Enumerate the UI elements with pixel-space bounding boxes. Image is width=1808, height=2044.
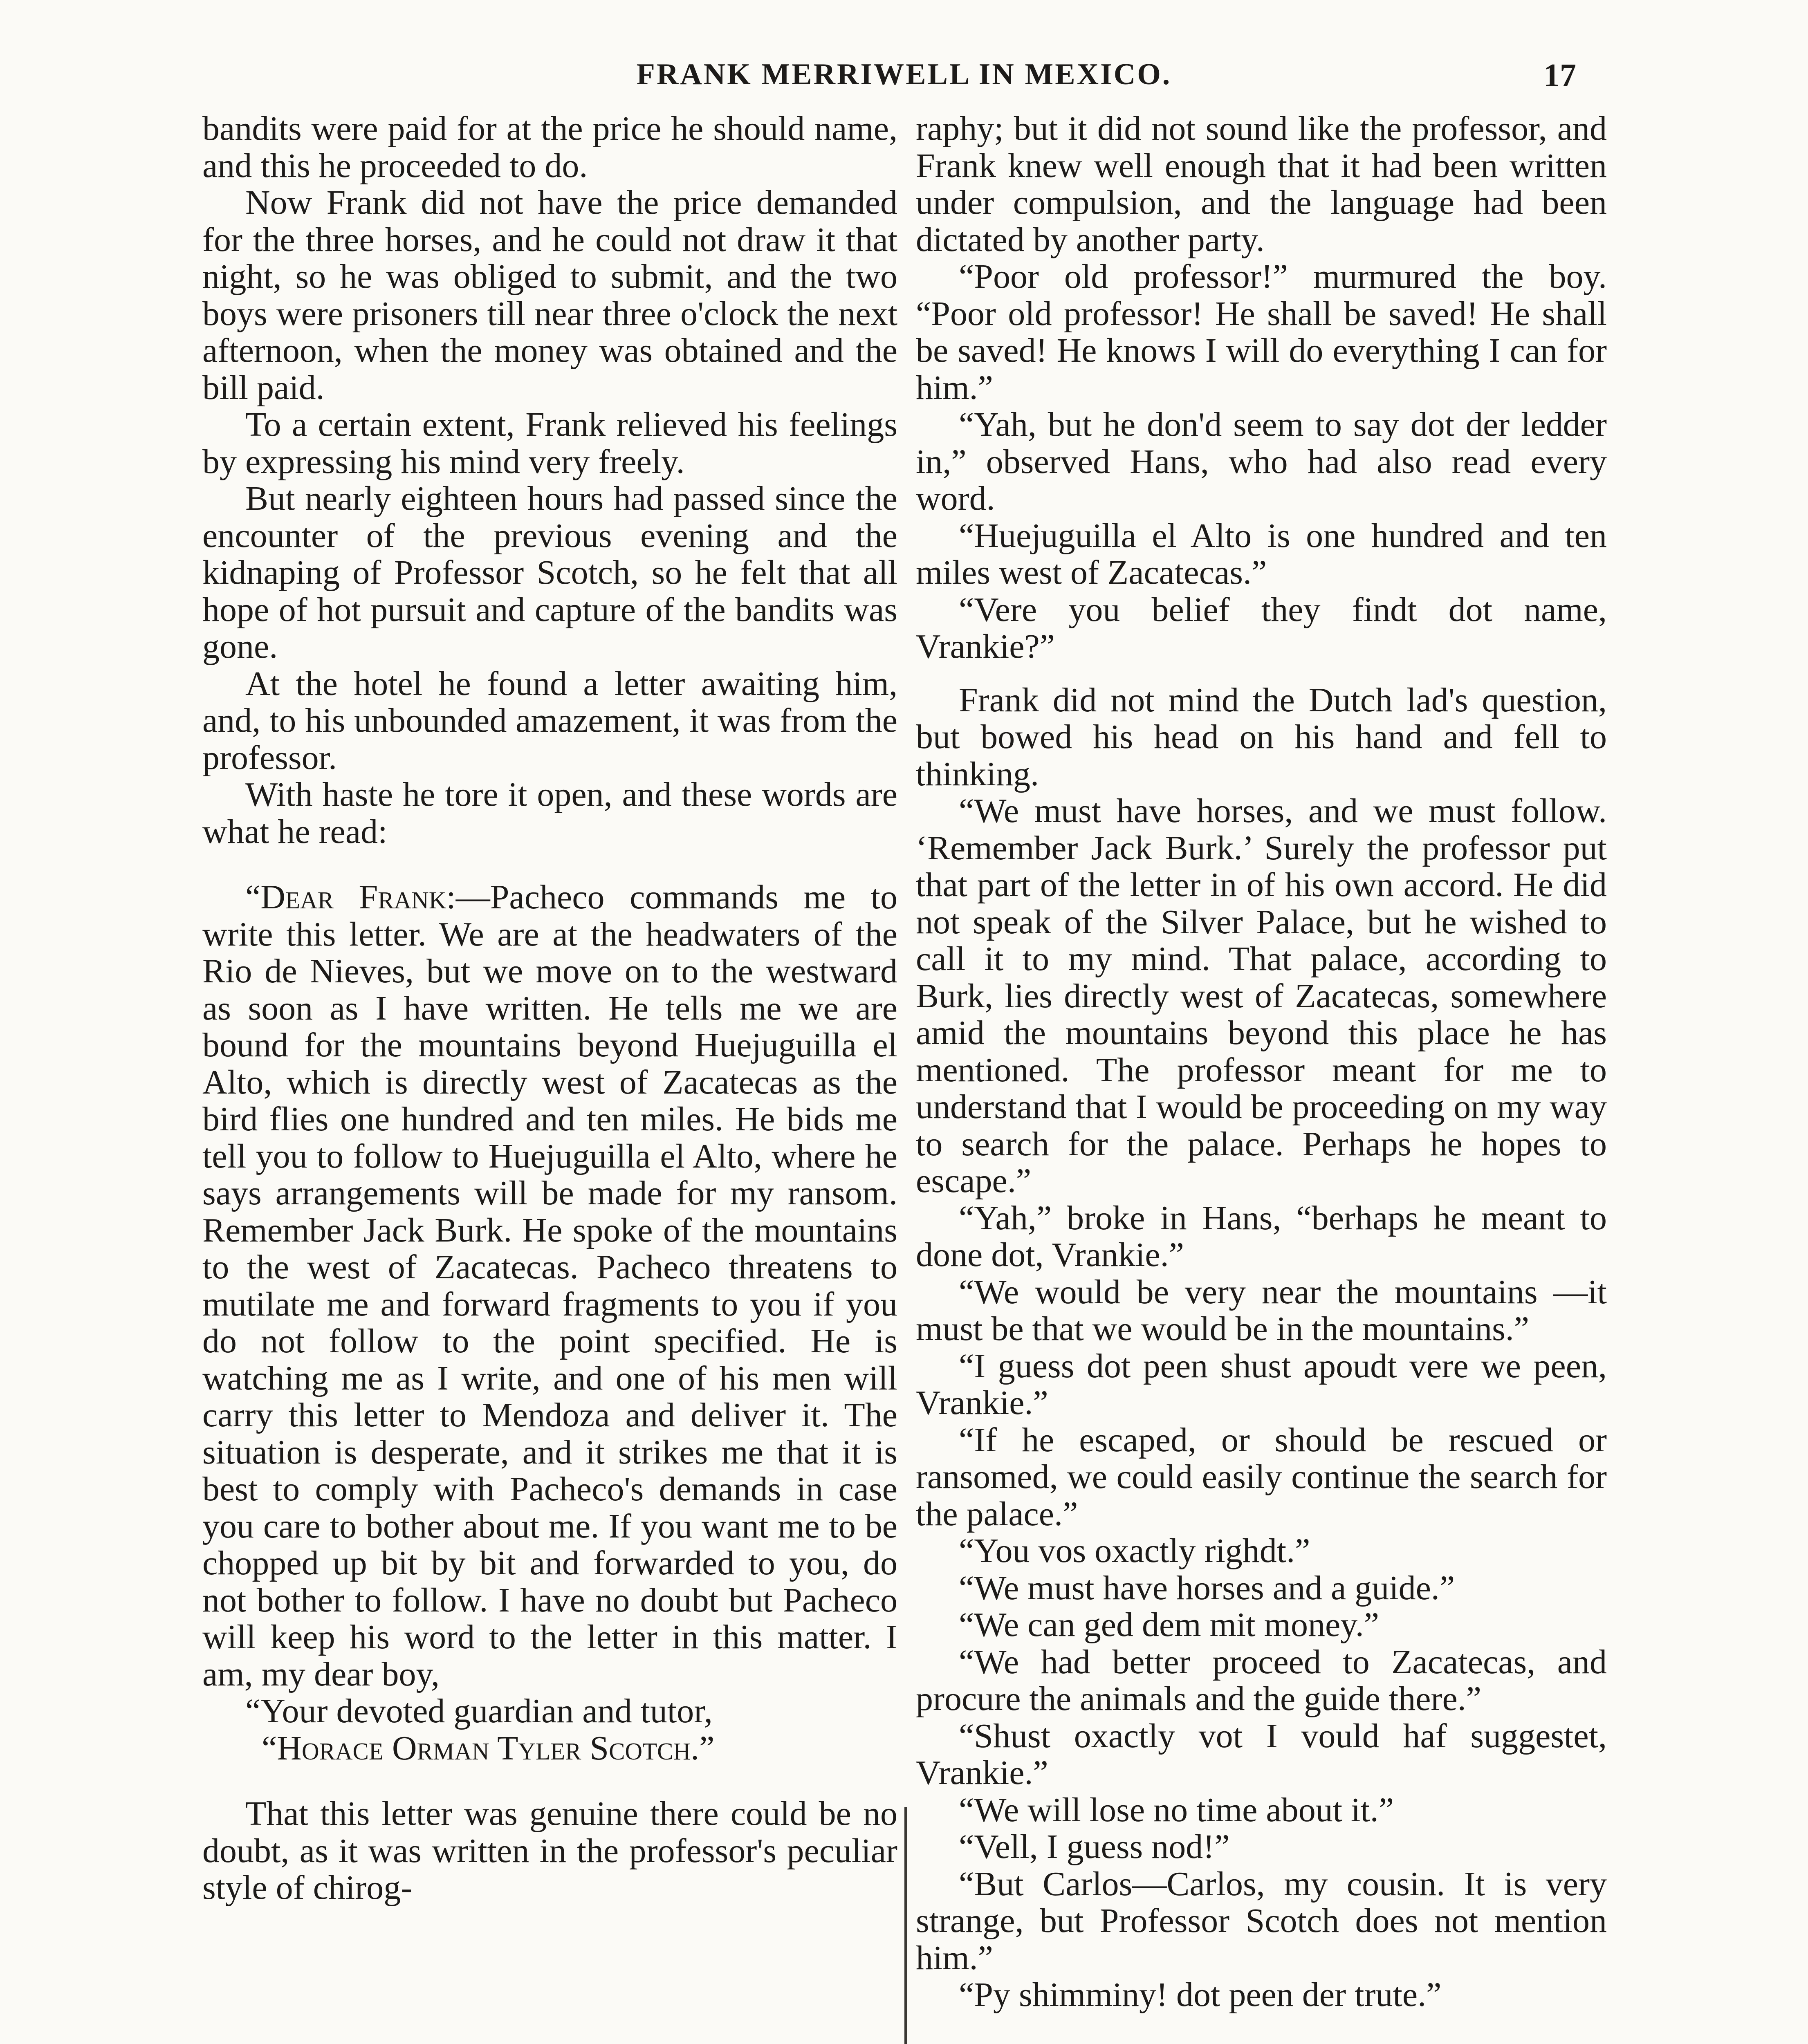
paragraph: “Poor old professor!” murmured the boy. “Poor old professor! He shall be saved! He shall be saved! He knows I will do everything I can for him.” [916,258,1607,407]
paragraph: bandits were paid for at the price he should name, and this he proceeded to do. [202,110,897,185]
paragraph: “We would be very near the mountains —it must be that we would be in the mountains.” [916,1273,1607,1348]
left-column [202,110,897,1907]
paragraph: “Yah,” broke in Hans, “berhaps he meant to done dot, Vrankie.” [916,1199,1607,1274]
paragraph: raphy; but it did not sound like the professor, and Frank knew well enough that it had been written under compulsion, and the language had been dictated by another party. [916,110,1607,259]
paragraph: With haste he tore it open, and these words are what he read: [202,775,897,851]
paragraph: “I guess dot peen shust apoudt vere we peen, Vrankie.” [916,1347,1607,1422]
paragraph: “We will lose no time about it.” [959,1791,1394,1829]
letter-salutation: “Dear Frank [245,878,446,916]
right-column [916,110,1607,2014]
paragraph: “We had better proceed to Zacatecas, and procure the animals and the guide there.” [916,1643,1607,1718]
paragraph: “But Carlos—Carlos, my cousin. It is very strange, but Professor Scotch does not mention him.” [916,1865,1607,1977]
paragraph: That this letter was genuine there could be no doubt, as it was written in the professor's peculiar style of chirog- [202,1795,897,1907]
paragraph: To a certain extent, Frank relieved his feelings by expressing his mind very freely. [202,406,897,481]
paragraph: “You vos oxactly righdt.” [959,1532,1310,1570]
paragraph: “We must have horses, and we must follow. ‘Remember Jack Burk.’ Surely the professor put that part of the letter in of his own accord. He did not speak of the Silver Palace, but he wished to call it to my mind. That palace, according to Burk, lies directly west of Zacatecas, somewhere amid the mountains beyond this place he has mentioned. The professor meant for me to understand that I would be proceeding on my way to search for the palace. Perhaps he hopes to escape.” [916,792,1607,1200]
paragraph: “Py shimminy! dot peen der trute.” [959,1976,1442,2014]
paragraph: But nearly eighteen hours had passed since the encounter of the previous evening and the kidnaping of Professor Scotch, so he felt that all hope of hot pursuit and capture of the bandits was gone. [202,480,897,666]
paragraph: “If he escaped, or should be rescued or ransomed, we could easily continue the search for the palace.” [916,1421,1607,1533]
letter-body [202,879,897,1693]
page-number: 17 [1543,58,1576,94]
paragraph: “We can ged dem mit money.” [959,1606,1380,1644]
paragraph: “We must have horses and a guide.” [959,1569,1455,1607]
paragraph: “Shust oxactly vot I vould haf suggestet, Vrankie.” [916,1717,1607,1792]
paragraph: Now Frank did not have the price demanded for the three horses, and he could not draw it that night, so he was obliged to submit, and the two boys were prisoners till near three o'clock the next afternoon, when the money was obtained and the bill paid. [202,184,897,407]
column-rule [904,1807,907,2044]
paragraph: “Huejuguilla el Alto is one hundred and ten miles west of Zacatecas.” [916,516,1607,592]
letter-closing: “Your devoted guardian and tutor, [245,1692,713,1730]
paragraph: At the hotel he found a letter awaiting him, and, to his unbounded amazement, it was from the professor. [202,664,897,777]
letter-signature: “Horace Orman Tyler Scotch.” [262,1729,715,1767]
running-title: FRANK MERRIWELL IN MEXICO. [636,58,1172,91]
paragraph: “Vere you belief they findt dot name, Vrankie?” [916,590,1607,666]
paragraph: “Vell, I guess nod!” [959,1828,1230,1866]
paragraph: “Yah, but he don'd seem to say dot der ledder in,” observed Hans, who had also read every word. [916,406,1607,518]
paragraph: Frank did not mind the Dutch lad's question, but bowed his head on his hand and fell to thinking. [916,681,1607,793]
letter-text: :—Pacheco commands me to write this letter. We are at the headwaters of the Rio de Nieves, but we move on to the westward as soon as I have written. He tells me we are bound for the mountains beyond Huejuguilla el Alto, which is directly west of Zacatecas as the bird flies one hundred and ten miles. He bids me tell you to follow to Huejuguilla el Alto, where he says arrangements will be made for my ransom. Remember Jack Burk. He spoke of the mountains to the west of Zacatecas. Pacheco threatens to mutilate me and forward fragments to you if you do not follow to the point specified. He is watching me as I write, and one of his men will carry this letter to Mendoza and deliver it. The situation is desperate, and it strikes me that it is best to comply with Pacheco's demands in case you care to bother about me. If you want me to be chopped up bit by bit and forwarded to you, do not bother to follow. I have no doubt but Pacheco will keep his word to the letter in this matter. I am, my dear boy, [202,878,897,1693]
